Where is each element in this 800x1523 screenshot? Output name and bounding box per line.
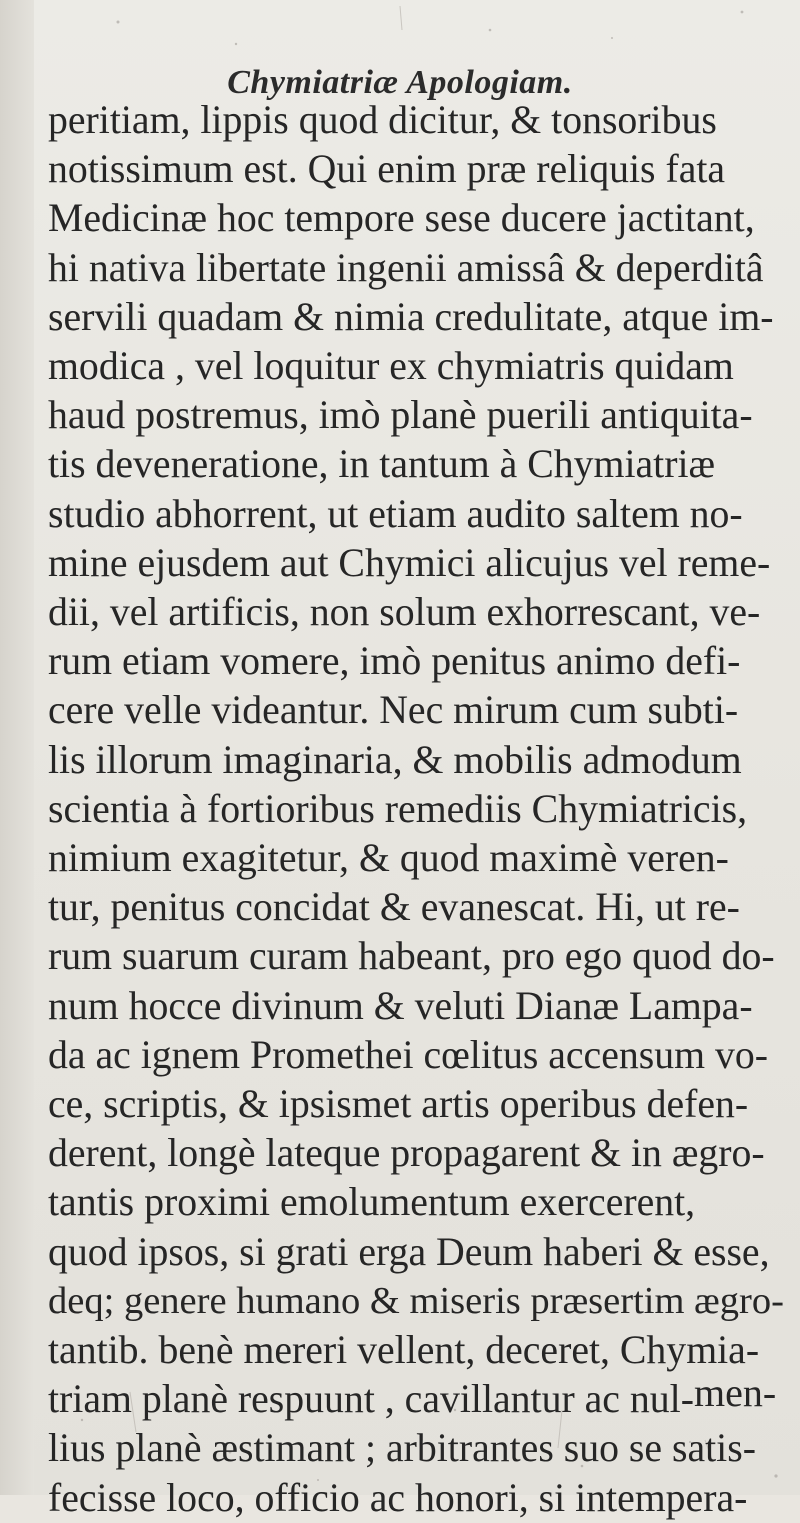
text-line: triam planè respuunt , cavillantur ac nul- xyxy=(48,1377,694,1422)
text-line: peritiam, lippis quod dicitur, & tonsoribus xyxy=(48,98,717,142)
text-line: fecisse loco, officio ac honori, si intempera- xyxy=(48,1475,748,1520)
text-line: deq; genere humano & miseris præsertim ægro- xyxy=(48,1279,784,1322)
text-line: derent, longè lateque propagarent & in ægro- xyxy=(48,1131,765,1176)
text-line: nimium exagitetur, & quod maximè veren- xyxy=(48,836,729,881)
text-line: quod ipsos, si grati erga Deum haberi & esse, xyxy=(48,1229,770,1274)
text-line: studio abhorrent, ut etiam audito saltem no- xyxy=(48,491,743,536)
catchword: men- xyxy=(694,1370,777,1415)
text-line: tur, penitus concidat & evanescat. Hi, ut re- xyxy=(48,885,740,930)
text-line: haud postremus, imò planè puerili antiquita- xyxy=(48,393,753,438)
text-line: da ac ignem Promethei cœlitus accensum vo- xyxy=(48,1032,768,1077)
text-line: servili quadam & nimia credulitate, atque im- xyxy=(48,294,774,339)
text-line: tantis proximi emolumentum exercerent, xyxy=(48,1180,696,1225)
text-line: cere velle videantur. Nec mirum cum subti- xyxy=(48,688,739,733)
running-head: Chymiatriæ Apologiam. xyxy=(227,64,573,101)
text-line: num hocce divinum & veluti Dianæ Lampa- xyxy=(48,983,753,1028)
text-line: mine ejusdem aut Chymici alicujus vel reme- xyxy=(48,540,771,585)
text-line: dii, vel artificis, non solum exhorrescant, ve- xyxy=(48,590,761,635)
text-line: ce, scriptis, & ipsismet artis operibus defen- xyxy=(48,1082,749,1127)
text-line: Medicinæ hoc tempore sese ducere jactitant, xyxy=(48,196,755,241)
text-line: rum suarum curam habeant, pro ego quod do- xyxy=(48,934,775,979)
text-line: lius planè æstimant ; arbitrantes suo se satis- xyxy=(48,1426,756,1471)
text-line: notissimum est. Qui enim præ reliquis fata xyxy=(48,147,726,192)
text-block xyxy=(48,96,788,1523)
text-line: tis deveneratione, in tantum à Chymiatriæ xyxy=(48,442,716,487)
text-line: hi nativa libertate ingenii amissâ & deperditâ xyxy=(48,245,764,290)
text-line: modica , vel loquitur ex chymiatris quidam xyxy=(48,344,734,389)
text-line: scientia à fortioribus remediis Chymiatricis, xyxy=(48,786,748,831)
text-line: tantib. benè mereri vellent, deceret, Chymia- xyxy=(48,1328,760,1373)
text-line: rum etiam vomere, imò penitus animo defi- xyxy=(48,639,741,684)
text-line: lis illorum imaginaria, & mobilis admodum xyxy=(48,737,742,782)
